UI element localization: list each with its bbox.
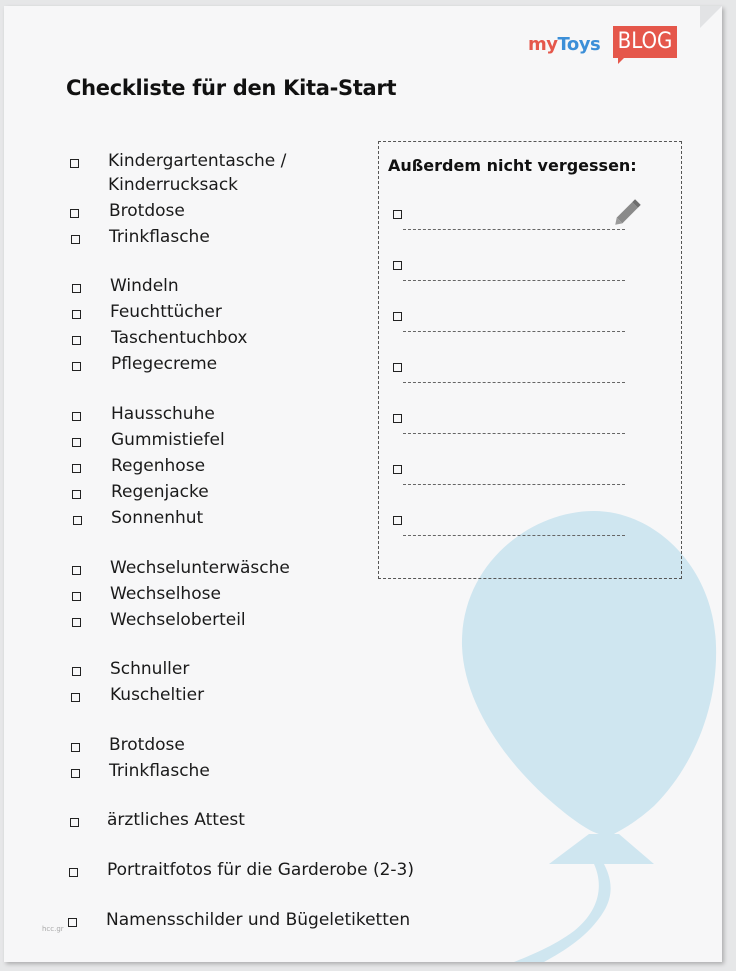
checklist-item: Schnuller [110, 659, 190, 679]
notes-write-line[interactable] [403, 229, 625, 230]
checkbox[interactable] [72, 490, 81, 499]
checkbox[interactable] [71, 235, 80, 244]
checklist-item: Regenhose [111, 456, 206, 476]
notes-checkbox[interactable] [393, 363, 402, 372]
notes-write-line[interactable] [403, 331, 625, 332]
notes-write-line[interactable] [403, 535, 625, 536]
checklist-item: Kindergartentasche / [108, 151, 287, 171]
notes-checkbox[interactable] [393, 312, 402, 321]
checkbox[interactable] [70, 159, 79, 168]
notes-write-line[interactable] [403, 433, 625, 434]
pencil-icon [612, 196, 644, 228]
checkbox[interactable] [72, 284, 81, 293]
checklist-page [4, 6, 722, 962]
logo-speech-tail [618, 56, 626, 64]
checkbox[interactable] [70, 818, 79, 827]
checkbox[interactable] [72, 362, 81, 371]
checklist-item: Taschentuchbox [111, 328, 248, 348]
watermark: hcc.gr [42, 925, 64, 933]
checklist-item: Regenjacke [111, 482, 209, 502]
checkbox[interactable] [71, 693, 80, 702]
checkbox[interactable] [71, 743, 80, 752]
notes-write-line[interactable] [403, 382, 625, 383]
page-title: Checkliste für den Kita-Start [66, 76, 397, 100]
notes-checkbox[interactable] [393, 210, 402, 219]
checkbox[interactable] [71, 769, 80, 778]
notes-checkbox[interactable] [393, 465, 402, 474]
checkbox[interactable] [72, 336, 81, 345]
checkbox[interactable] [72, 618, 81, 627]
notes-write-line[interactable] [403, 484, 625, 485]
checklist-item: Windeln [110, 276, 179, 296]
checklist-item: Kinderrucksack [108, 175, 239, 195]
checklist-item: Feuchttücher [110, 302, 222, 322]
checklist-item: Kuscheltier [110, 685, 205, 705]
checkbox[interactable] [72, 566, 81, 575]
checklist-item: Brotdose [109, 201, 185, 221]
checkbox[interactable] [72, 310, 81, 319]
checkbox[interactable] [69, 868, 78, 877]
checklist-item: Wechselhose [110, 584, 221, 604]
logo-toys-text: Toys [557, 34, 601, 55]
checklist-item: Gummistiefel [111, 430, 225, 450]
checklist-item: Trinkflasche [109, 227, 210, 247]
checklist-item: Portraitfotos für die Garderobe (2-3) [107, 860, 414, 880]
checklist-item: Wechseloberteil [110, 610, 246, 630]
checkbox[interactable] [70, 209, 79, 218]
notes-checkbox[interactable] [393, 414, 402, 423]
checklist-item: Trinkflasche [109, 761, 210, 781]
checklist-item: ärztliches Attest [107, 810, 245, 830]
checkbox[interactable] [72, 464, 81, 473]
checklist-item: Sonnenhut [111, 508, 204, 528]
notes-checkbox[interactable] [393, 516, 402, 525]
checkbox[interactable] [72, 667, 81, 676]
checkbox[interactable] [68, 918, 77, 927]
checklist-item: Wechselunterwäsche [110, 558, 290, 578]
logo-blog-badge: BLOG [613, 26, 677, 58]
checkbox[interactable] [72, 438, 81, 447]
notes-title: Außerdem nicht vergessen: [388, 156, 637, 175]
checklist-item: Brotdose [109, 735, 185, 755]
checkbox[interactable] [73, 516, 82, 525]
logo-wordmark [528, 34, 600, 55]
checkbox[interactable] [72, 592, 81, 601]
notes-write-line[interactable] [403, 280, 625, 281]
logo-my-text: my [528, 34, 558, 55]
checklist-item: Namensschilder und Bügeletiketten [106, 910, 411, 930]
checkbox[interactable] [72, 412, 81, 421]
checklist-item: Pflegecreme [111, 354, 218, 374]
checklist-item: Hausschuhe [111, 404, 215, 424]
notes-checkbox[interactable] [393, 261, 402, 270]
